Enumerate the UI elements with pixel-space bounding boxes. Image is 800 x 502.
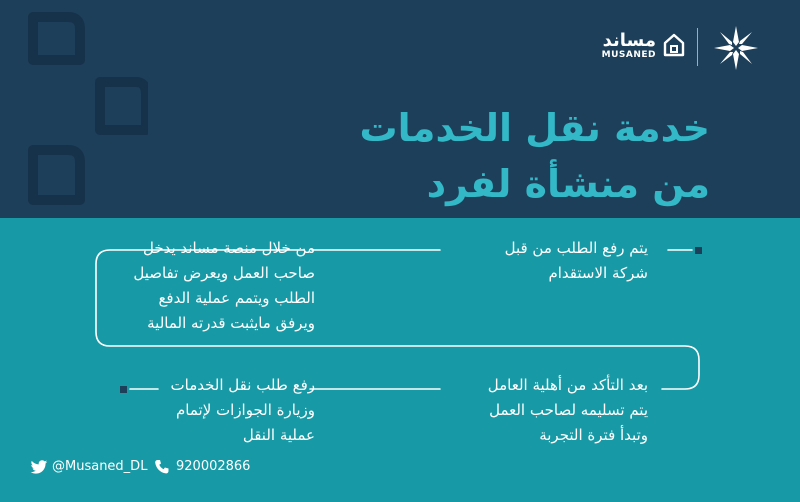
- title-line-2: من منشأة لفرد: [426, 162, 710, 206]
- phone-number[interactable]: 920002866: [176, 459, 251, 474]
- step-3-text: بعد التأكد من أهلية العامل يتم تسليمه لصاحب العمل وتبدأ فترة التجربة: [487, 376, 648, 444]
- phone-icon: [154, 459, 170, 475]
- brand-name-english: MUSANED: [601, 50, 656, 60]
- brand-name-arabic: مساند: [602, 30, 656, 51]
- flow-start-marker: [695, 247, 702, 254]
- title-line-1: خدمة نقل الخدمات: [359, 106, 710, 150]
- step-4-text: رفع طلب نقل الخدمات وزيارة الجوازات لإتمام عملية النقل: [170, 376, 315, 444]
- twitter-icon: [30, 460, 48, 475]
- step-1-text: يتم رفع الطلب من قبل شركة الاستقدام: [504, 239, 648, 282]
- twitter-handle[interactable]: @Musaned_DL: [52, 459, 148, 474]
- step-2-text: من خلال منصة مساند يدخل صاحب العمل ويعرض تفاصيل الطلب ويتمم عملية الدفع ويرفق مايثبت قدرته المالية: [133, 239, 315, 332]
